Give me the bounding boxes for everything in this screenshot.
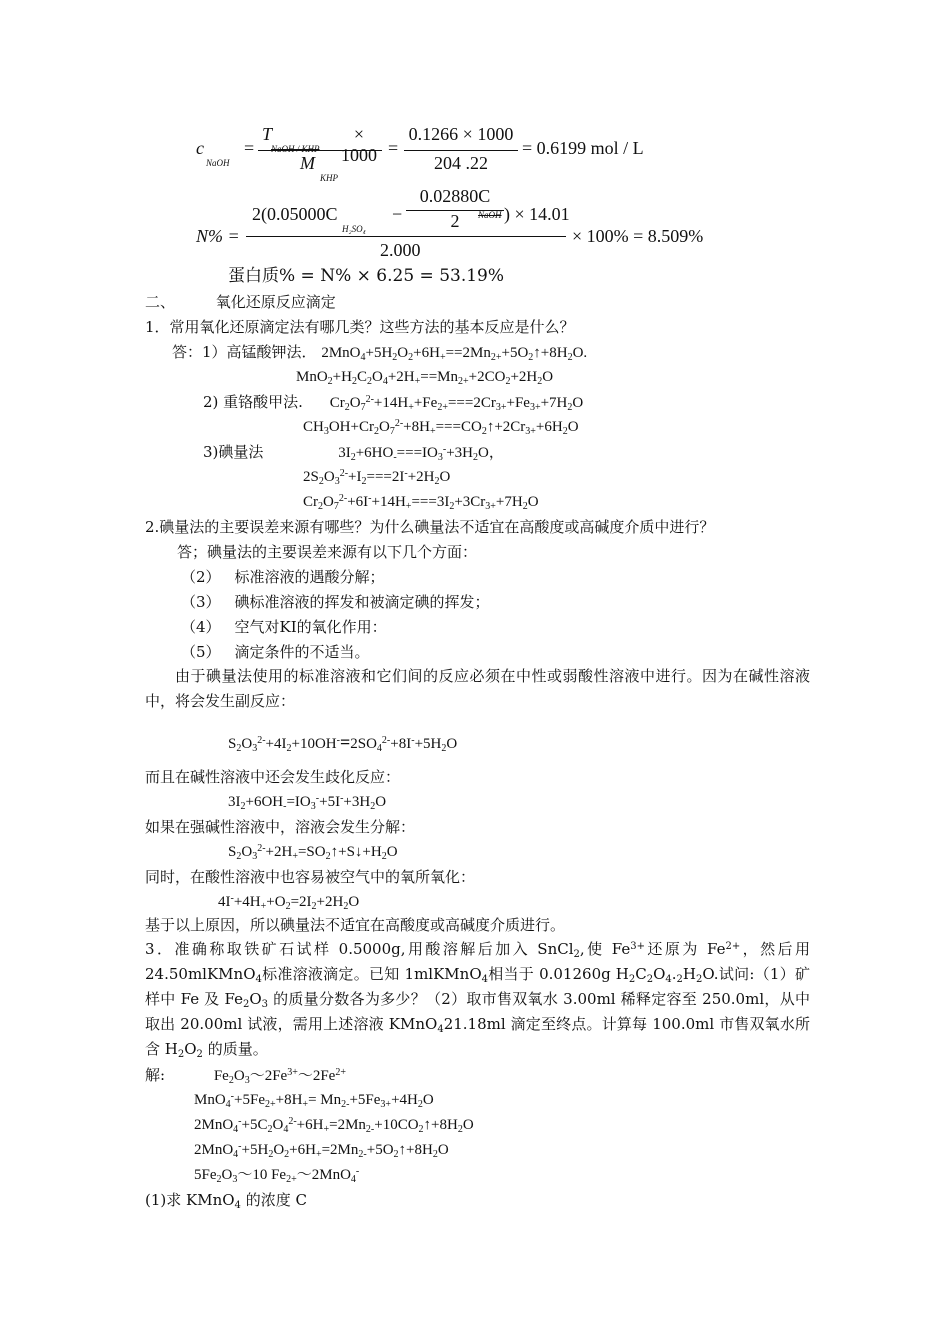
equals-sign-2: = (388, 138, 399, 158)
n-num-a-sub: H₂SO₄ (342, 224, 366, 234)
q3-solution-row (145, 1065, 346, 1086)
q1-answer-2 (203, 392, 583, 413)
q2-item-5 (181, 642, 370, 662)
q3-question: 3．准确称取铁矿石试样 0.5000g,用酸溶解后加入 SnCl$_2$,使 $Fe^{3+}$还原为 $Fe^{2+}$，然后用24.50mlKMnO$_4$标准溶液滴定。已知 1mlKMnO$_4$相当于 0.01260g $H_2C_2O_4._2H_2O$.试问:（1）矿样中 Fe 及 $Fe_2O_3$ 的质量分数各为多少？（2）取市售双氧水 3.00ml 稀释定容至 250.0ml，从中取出 20.00ml 试液，需用上述溶液 KMnO$_4$21.18ml 滴定至终点。计算每 100.0ml 市售双氧水所含 $H_2O_2$ 的质量。 (145, 940, 811, 1060)
n-numerator (246, 186, 570, 237)
n-inner-fraction (406, 186, 504, 232)
denominator-m-sub: KHP (320, 173, 338, 183)
q1-a2-eq2: $CH_3OH+Cr_2O_7^{2-}+8H_+===CO_2↑+2Cr_{3+}+6H_2O$ (303, 418, 579, 437)
q1-a3-eq3: $Cr_2O_7^{2-}+6I^-+14H_+===3I_2+3Cr_{3+}+7H_2O$ (303, 493, 539, 512)
equals-sign: = (244, 138, 255, 158)
protein-formula: 蛋白质% = N% × 6.25 = 53.19% (228, 266, 505, 286)
n-inner-sub: NaOH (478, 210, 502, 220)
q2-eq-side: $S_2O_3^{2-}+4I_2+10OH^-=2SO_4^{2-}+8I^-+5H_2O$ (228, 732, 458, 754)
n-denominator: 2.000 (380, 240, 421, 260)
n-inner-den: 2 (450, 211, 460, 231)
q1-a2-eq1: $Cr_2O_7^{2-}+14H_++Fe_{2+}===2Cr_{3+}+Fe_{3+}+7H_2O$ (329, 394, 584, 413)
numerator-rest: × 1000 (341, 124, 377, 165)
formula-result: = 0.6199 mol / L (522, 138, 644, 158)
q2-item-5-num: （5） (181, 643, 221, 661)
q2-item-4-text: 空气对KI的氧化作用： (234, 618, 387, 636)
q2-item-2-text: 标准溶液的遇酸分解； (234, 568, 385, 586)
formula-n-lhs: N% = (196, 226, 240, 246)
fraction-2 (404, 124, 518, 174)
n-num-a: 2(0.05000C (252, 204, 338, 224)
formula-lhs: c (196, 138, 204, 158)
formula-lhs-sub: NaOH (206, 158, 230, 168)
denominator-m: M (300, 153, 315, 173)
n-num-c: ) × 14.01 (504, 204, 570, 224)
q1-a1-eq2: $MnO_2+H_2C_2O_4+2H_+==Mn_{2+}+2CO_2+2H_2O$ (296, 369, 554, 387)
q3-eq5: $5Fe_2O_3\sim 10$ $Fe_{2+}\sim 2MnO_4^-$ (194, 1166, 360, 1185)
q3-solution-label: 解: (145, 1066, 166, 1084)
q2-eq-decomp: $S_2O_3^{2-}+2H_+=SO_2↑+S↓+H_2O$ (228, 843, 398, 862)
q2-reason: 由于碘量法使用的标准溶液和它们间的反应必须在中性或弱酸性溶液中进行。因为在碱性溶液中，将会发生副反应： (145, 667, 810, 710)
n-result: × 100% = 8.509% (572, 226, 704, 246)
q2-eq-acid: $4I^-+4H_++O_2=2I_2+2H_2O$ (218, 893, 360, 912)
section-number: 二、 (145, 293, 176, 311)
q3-eq1: $Fe_2O_3\sim 2Fe^{3+}\sim 2Fe^{2+}$ (213, 1067, 346, 1086)
formula-n-percent (196, 186, 726, 264)
q3-eq2: $MnO_4^-+5Fe_{2+}+8H_+= Mn_{2-}+5Fe_{3+}+4H_2O$ (194, 1091, 434, 1110)
q1-a3-eq1: $3I_2+6HO_-===IO_3^-+3H_2O$， (338, 444, 504, 463)
n-minus: − (392, 204, 403, 224)
q3-eq4: $2MnO_4^-+5H_2O_2+6H_+=2Mn_{2-}+5O_2↑+8H_2O$ (194, 1141, 449, 1160)
numerator-t: T (262, 124, 273, 144)
q2-item-4 (181, 617, 387, 637)
q2-item-3-text: 碘标准溶液的挥发和被滴定碘的挥发； (234, 593, 490, 611)
q1-a3-eq2: $2S_2O_3^{2-}+I_2===2I^-+2H_2O$ (303, 468, 451, 487)
q2-text-disp: 而且在碱性溶液中还会发生歧化反应： (145, 768, 401, 786)
q3-eq3: $2MnO_4^-+5C_2O_4^{2-}+6H_+=2Mn_{2-}+10CO_2↑+8H_2O$ (194, 1116, 474, 1135)
q1-a1-eq1: $2MnO_4+5H_2O_2+6H_+==2Mn_{2+}+5O_2↑+8H_2O$. (321, 345, 588, 363)
n-inner-num: 0.02880C (406, 186, 504, 211)
q2-item-3 (181, 592, 490, 612)
fraction-1 (258, 124, 382, 181)
q2-item-4-num: （4） (181, 618, 221, 636)
q1-a3-label: 3)碘量法 (203, 443, 264, 461)
q2-text-acid: 同时，在酸性溶液中也容易被空气中的氧所氧化： (145, 868, 476, 886)
q2-eq-disp: $3I_2+6OH_-=IO_3^-+5I^-+3H_2O$ (228, 793, 387, 812)
section-title (145, 292, 336, 312)
q3-step1: (1)求 KMnO$_4$ 的浓度 C (145, 1191, 307, 1211)
section-text: 氧化还原反应滴定 (215, 293, 336, 311)
q1-answer-3 (203, 442, 504, 463)
q1-answer-1 (172, 342, 587, 363)
q2-item-3-num: （3） (181, 593, 221, 611)
q2-item-2-num: （2） (181, 568, 221, 586)
numerator-t-sub: NaOH / KHP (271, 144, 320, 154)
q2-answer-intro: 答；碘量法的主要误差来源有以下几个方面： (177, 543, 478, 561)
q2-text-decomp: 如果在强碱性溶液中，溶液会发生分解： (145, 818, 416, 836)
q2-item-5-text: 滴定条件的不适当。 (234, 643, 370, 661)
q1-a1-label: 答：1）高锰酸钾法． (172, 343, 317, 361)
q1-a2-label: 2) 重铬酸甲法. (203, 393, 303, 411)
q2-conclusion: 基于以上原因，所以碘量法不适宜在高酸度或高碱度介质进行。 (145, 916, 566, 934)
q2-item-2 (181, 567, 385, 587)
q2-question: 2.碘量法的主要误差来源有哪些？为什么碘量法不适宜在高酸度或高碱度介质中进行？ (145, 518, 715, 536)
q1-question: 1．常用氧化还原滴定法有哪几类？这些方法的基本反应是什么？ (145, 318, 575, 336)
denominator-2: 204 .22 (434, 153, 488, 173)
numerator-2: 0.1266 × 1000 (404, 124, 518, 151)
